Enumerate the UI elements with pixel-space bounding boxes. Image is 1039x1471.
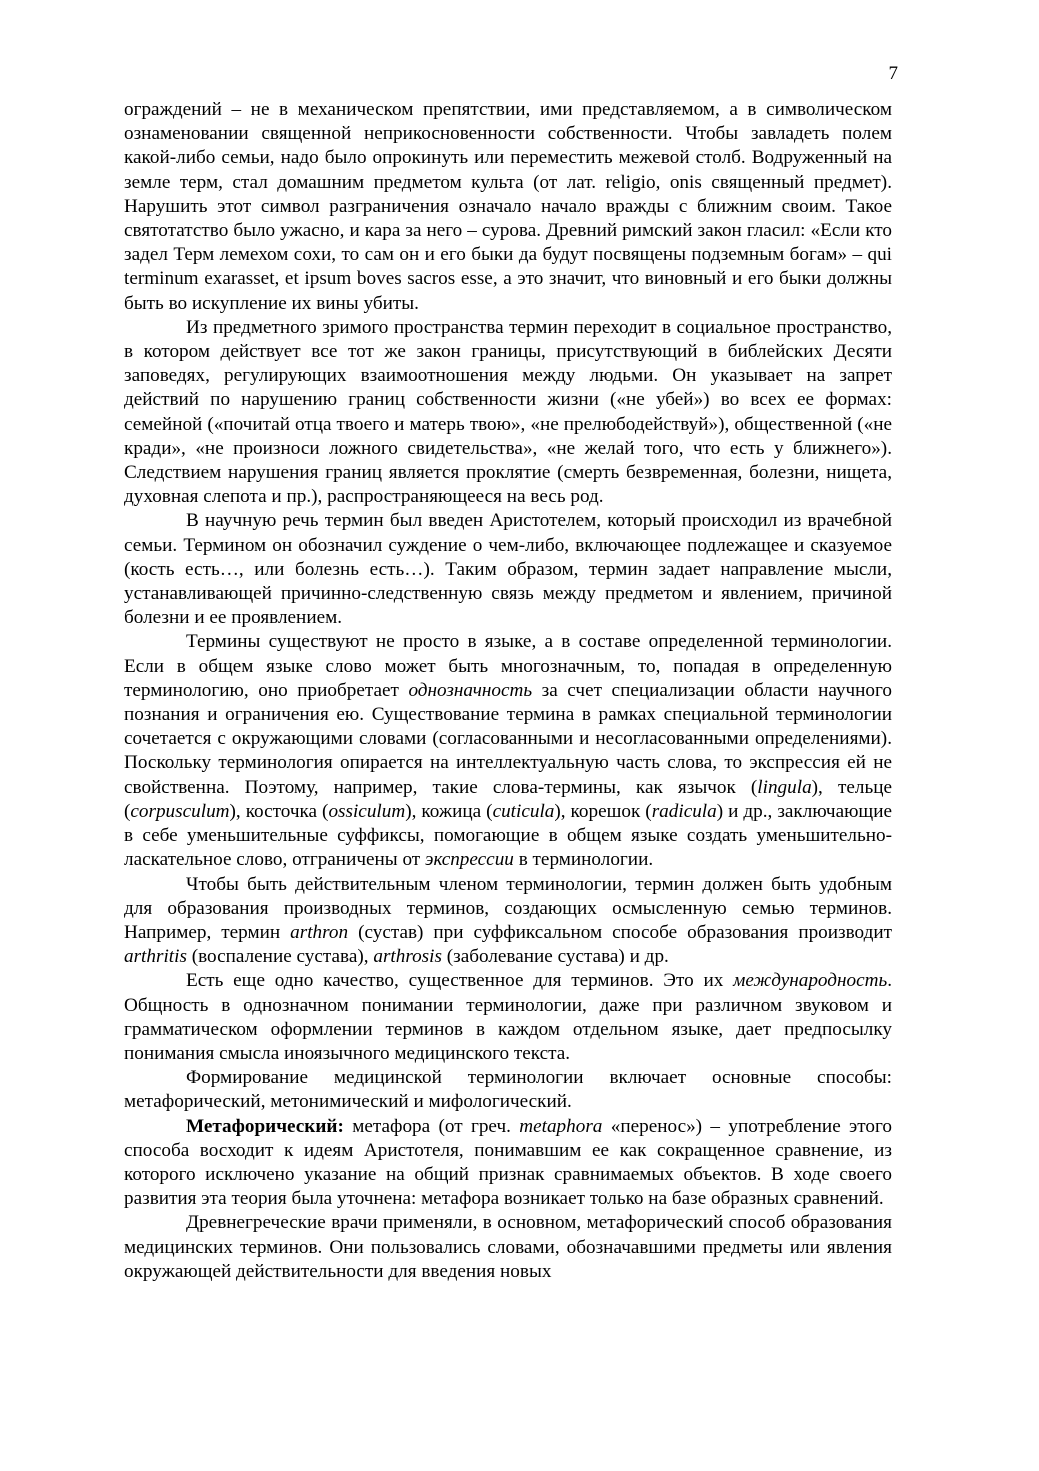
paragraph [124, 630, 892, 872]
italic-term: cuticula [492, 800, 555, 822]
text-run: Есть еще одно качество, существенное для терминов. Это их [186, 970, 734, 992]
text-run: . Общность в однозначном понимании терминологии, даже при различном звуковом и грамматическом оформлении терминов в каждом отдельном языке, дает предпосылку понимания смысла иноязычного медицинского текста. [124, 970, 892, 1064]
paragraph [124, 509, 892, 630]
paragraph [124, 1066, 892, 1114]
italic-term: ossiculum [328, 800, 406, 822]
paragraph [124, 1115, 892, 1212]
text-run: Древнегреческие врачи применяли, в основном, метафорический способ образования медицинских терминов. Они пользовались словами, обозначавшими предметы или явления окружающей действительности для введения новых [124, 1212, 892, 1282]
text-run: метафора (от греч. [343, 1115, 520, 1137]
text-run: «перенос») – употребление этого способа восходит к идеям Аристотеля, понимавшим ее как сокращенное сравнение, из которого исключено указание на общий признак сравнимаемых объектов. В ходе своего развития эта теория была уточнена: метафора возникает только на базе образных сравнений. [124, 1115, 892, 1210]
page-number: 7 [888, 63, 898, 84]
paragraph [124, 873, 892, 970]
text-run: ), косточка ( [229, 800, 329, 822]
text-run: Чтобы быть действительным членом терминологии, термин должен быть удобным для образования производных терминов, создающих осмысленную семью терминов. Например, термин [124, 873, 892, 943]
italic-term: arthron [290, 921, 349, 943]
text-run: Из предметного зримого пространства термин переходит в социальное пространство, в котором действует все тот же закон границы, присутствующий в библейских Десяти заповедях, регулирующих взаимоотношения между людьми. Он указывает на запрет действий по нарушению границ собственности жизни («не убей») во всех ее формах: семейной («почитай отца твоего и матерь твою», «не прелюбодействуй»), общественной («не кради», «не произноси ложного свидетельства», «не желай того, что есть у ближнего»). Следствием нарушения границ является проклятие (смерть безвременная, болезни, нищета, духовная слепота и пр.), распространяющееся на весь род. [124, 316, 892, 508]
text-run: ), тельце ( [124, 776, 892, 822]
text-run: (сустав) при суффиксальном способе образования производит [348, 921, 893, 943]
text-run: (заболевание сустава) и др. [441, 946, 669, 968]
text-run: Термины существуют не просто в языке, а в составе определенной терминологии. Если в общем языке слово может быть многозначным, то, попадая в определенную терминологию, оно приобретает [124, 631, 892, 701]
paragraph [124, 98, 892, 316]
italic-term: lingula [757, 776, 812, 798]
text-run: в терминологии. [513, 849, 654, 871]
paragraph [124, 969, 892, 1066]
text-run: (воспаление сустава), [186, 946, 374, 968]
text-run: ограждений – не в механическом препятствии, ими представляемом, а в символическом ознаменовании священной неприкосновенности собственности. Чтобы завладеть полем какой-либо семьи, надо было опрокинуть или переместить межевой столб. Водруженный на земле терм, стал домашним предметом культа (от лат. religio, onis священный предмет). Нарушить этот символ разграничения означало начало вражды с ближним своим. Такое святотатство было ужасно, и кара за него – сурова. Древний римский закон гласил: «Если кто задел Терм лемехом сохи, то сам он и его быки да будут посвящены подземным богам» – qui terminum exarasset, et ipsum boves sacros esse, а это значит, что виновный и его быки должны быть во искупление их вины убиты. [124, 99, 892, 314]
italic-term: corpusculum [130, 800, 230, 822]
body-text [124, 98, 892, 1284]
italic-term: metaphora [519, 1115, 603, 1137]
text-run: ), корешок ( [554, 800, 652, 822]
italic-term: arthritis [124, 946, 187, 968]
text-run: В научную речь термин был введен Аристотелем, который происходил из врачебной семьи. Термином он обозначил суждение о чем-либо, включающее подлежащее и сказуемое (кость есть…, или болезнь есть…). Таким образом, термин задает направление мысли, устанавливающей причинно-следственную связь между предметом и явлением, причиной болезни и ее проявлением. [124, 510, 892, 629]
text-run: Формирование медицинской терминологии включает основные способы: метафорический, метонимический и мифологический. [124, 1067, 892, 1113]
text-run: ) и др., заключающие в себе уменьшительные суффиксы, помогающие в общем языке создать уменьшительно-ласкательное слово, отграничены от [124, 800, 892, 871]
text-run: ), кожица ( [405, 800, 493, 822]
text-run: за счет специализации области научного познания и ограничения ею. Существование термина в рамках специальной терминологии сочетается с окружающими словами (согласованными и несогласованными определениями). Поскольку терминология опирается на интеллектуальную часть слова, то экспрессия ей не свойственна. Поэтому, например, такие слова-термины, как язычок ( [124, 679, 892, 798]
italic-term: экспрессии [424, 849, 514, 871]
bold-heading: Метафорический: [186, 1115, 344, 1137]
paragraph [124, 316, 892, 510]
italic-term: однозначность [408, 679, 533, 701]
italic-term: arthrosis [373, 946, 442, 968]
italic-term: radicula [651, 800, 717, 822]
paragraph [124, 1211, 892, 1284]
italic-term: международность [733, 970, 888, 992]
